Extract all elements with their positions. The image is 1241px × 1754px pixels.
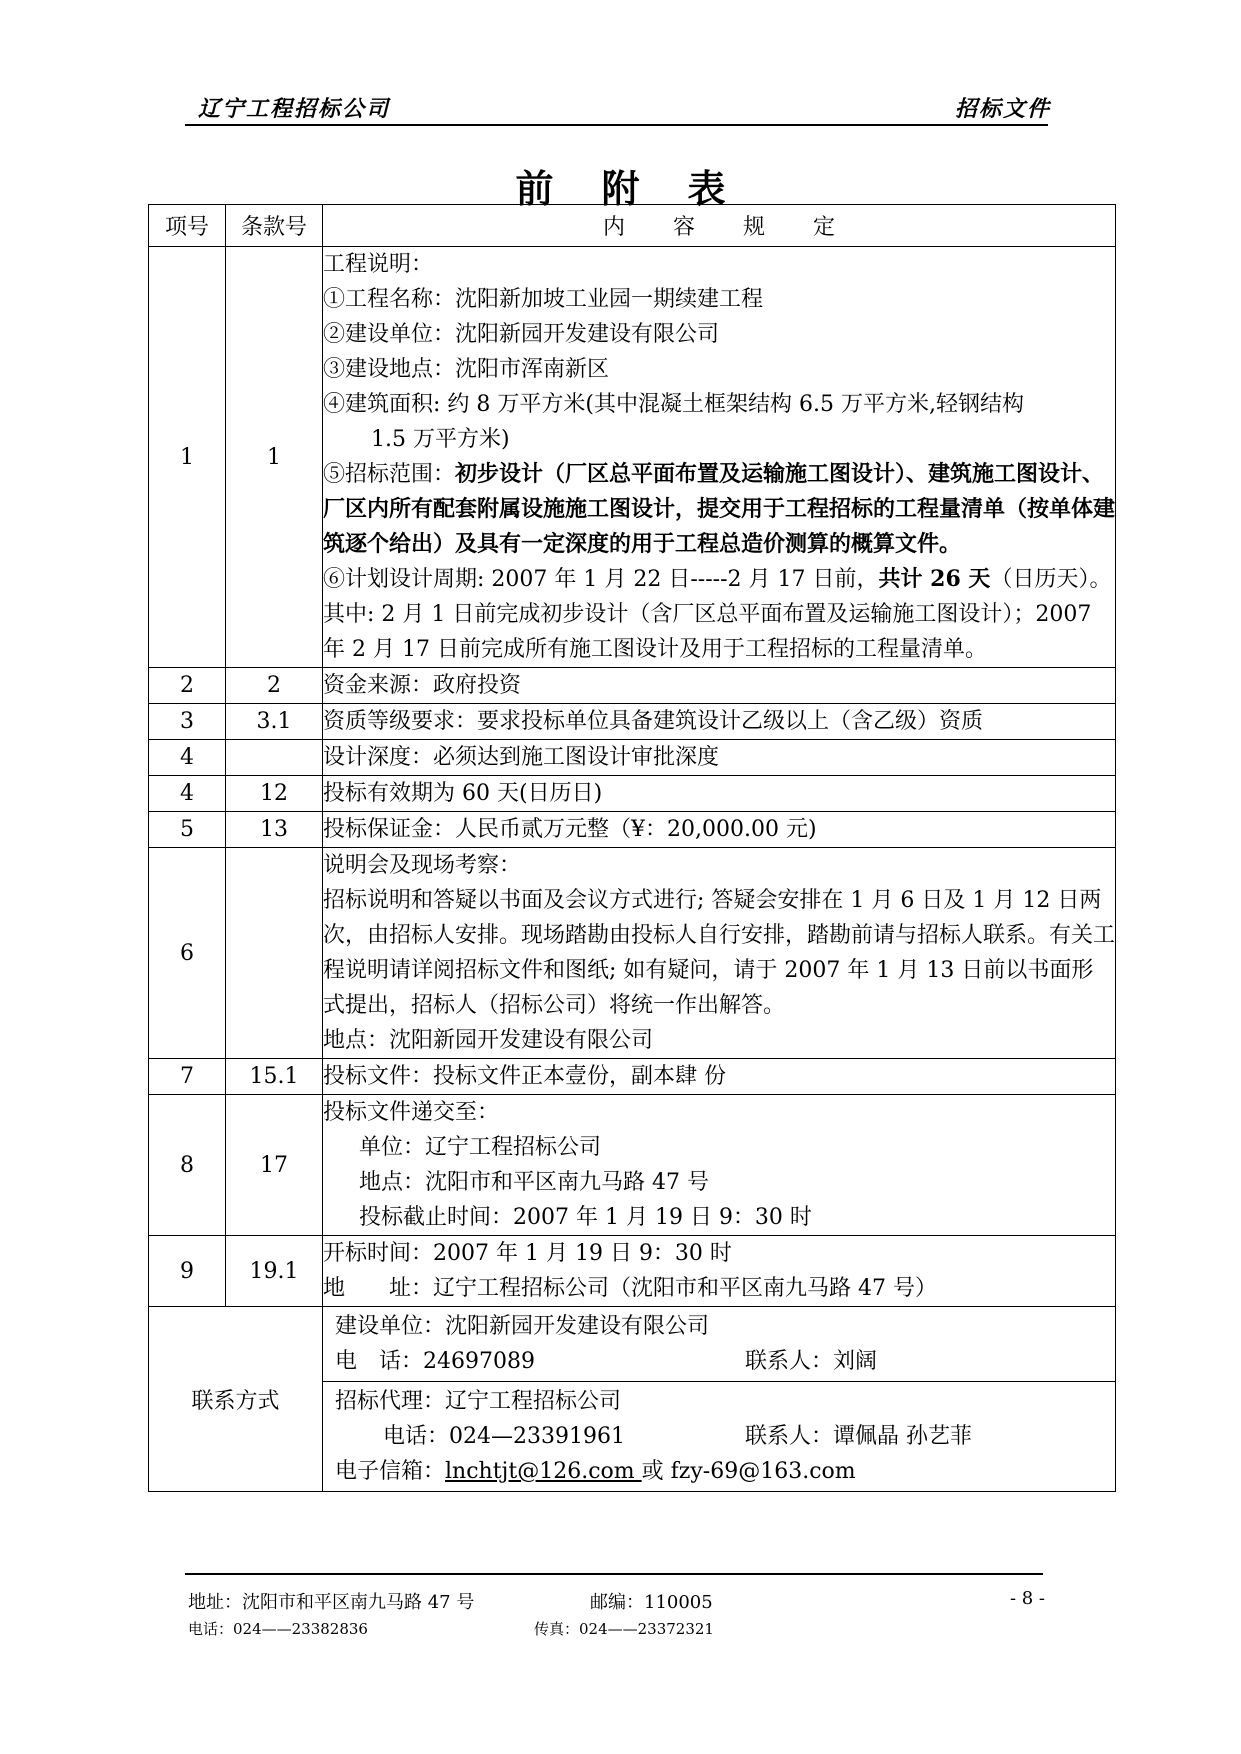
item-no: 8 <box>149 1095 226 1236</box>
table-row <box>149 1236 1116 1307</box>
clause-no <box>226 740 323 776</box>
clause-no: 13 <box>226 812 323 848</box>
owner-contact: 联系人：刘阔 <box>745 1349 878 1374</box>
content-line: 地点：沈阳新园开发建设有限公司 <box>323 1028 654 1053</box>
agent-contact-line <box>335 1419 1105 1454</box>
content-cell <box>323 247 1116 668</box>
clause-no: 19.1 <box>226 1236 323 1307</box>
content-line <box>323 457 1115 562</box>
item-no: 9 <box>149 1236 226 1307</box>
owner-contact-line <box>335 1344 1105 1379</box>
clause-no: 17 <box>226 1095 323 1236</box>
content-line: 单位：辽宁工程招标公司 <box>359 1135 602 1160</box>
page-title: 前附表 <box>515 166 774 211</box>
clause-no: 1 <box>226 247 323 668</box>
attachment-table <box>148 204 1116 1492</box>
email-line <box>335 1454 1105 1489</box>
period-text: ⑥计划设计周期: 2007 年 1 月 22 日-----2 月 17 日前， <box>323 567 879 592</box>
content-cell <box>323 848 1116 1059</box>
content-line: 开标时间：2007 年 1 月 19 日 9：30 时 <box>323 1241 732 1266</box>
content-cell: 设计深度：必须达到施工图设计审批深度 <box>323 740 1116 776</box>
content-line: 投标截止时间：2007 年 1 月 19 日 9：30 时 <box>359 1205 812 1230</box>
table-row <box>149 1059 1116 1095</box>
footer-address: 地址：沈阳市和平区南九马路 47 号 <box>188 1592 475 1613</box>
table-row <box>149 1307 1116 1492</box>
content-line: 招标说明和答疑以书面及会议方式进行; 答疑会安排在 1 月 6 日及 1 月 12 日两次，由招标人安排。现场踏勘由投标人自行安排，踏勘前请与招标人联系。有关工程说明请详阅招标文件和图纸; 如有疑问，请于 2007 年 1 月 13 日前以书面形式提出，招标人（招标公司）将统一作出解答。 <box>323 888 1116 1018</box>
item-no: 4 <box>149 776 226 812</box>
clause-no <box>226 848 323 1059</box>
header-content: 内容规定 <box>323 205 1116 247</box>
content-line: 地 址：辽宁工程招标公司（沈阳市和平区南九马路 47 号） <box>323 1276 937 1301</box>
content-line <box>323 562 1115 667</box>
owner-block <box>323 1307 1115 1382</box>
contact-cell <box>323 1307 1116 1492</box>
footer-postcode: 邮编：110005 <box>590 1592 713 1613</box>
content-line: 说明会及现场考察： <box>323 853 522 878</box>
content-line: ③建设地点：沈阳市浑南新区 <box>323 357 610 382</box>
period-detail: （日历天）。其中: 2 月 1 日前完成初步设计（含厂区总平面布置及运输施工图设计）；2007 年 2 月 17 日前完成所有施工图设计及用于工程招标的工程量清单。 <box>323 567 1112 662</box>
contact-label: 联系方式 <box>149 1307 323 1492</box>
agent-phone: 电话：024—23391961 <box>383 1424 625 1449</box>
email-label: 电子信箱： <box>335 1459 446 1484</box>
table-row <box>149 812 1116 848</box>
table-row <box>149 1095 1116 1236</box>
agent-name: 招标代理：辽宁工程招标公司 <box>335 1389 622 1414</box>
footer-phone: 电话：024——23382836 <box>188 1620 368 1638</box>
content-cell: 投标有效期为 60 天(日历日) <box>323 776 1116 812</box>
item-no: 5 <box>149 812 226 848</box>
header-doc-type: 招标文件 <box>954 96 1051 122</box>
content-cell: 投标文件：投标文件正本壹份，副本肆 份 <box>323 1059 1116 1095</box>
table-header-row <box>149 205 1116 247</box>
scope-label: ⑤招标范围： <box>323 462 456 487</box>
content-line: ①工程名称：沈阳新加坡工业园一期续建工程 <box>323 287 764 312</box>
table-row <box>149 848 1116 1059</box>
clause-no: 15.1 <box>226 1059 323 1095</box>
page-number: - 8 - <box>1009 1588 1045 1609</box>
content-cell <box>323 1236 1116 1307</box>
agent-block <box>323 1382 1115 1491</box>
content-line: 投标文件递交至： <box>323 1100 500 1125</box>
table-row <box>149 740 1116 776</box>
item-no: 3 <box>149 704 226 740</box>
header-company: 辽宁工程招标公司 <box>198 96 391 122</box>
content-cell: 投标保证金：人民币贰万元整（¥：20,000.00 元) <box>323 812 1116 848</box>
content-line: ④建筑面积: 约 8 万平方米(其中混凝土框架结构 6.5 万平方米,轻钢结构 <box>323 392 1024 417</box>
table-row <box>149 668 1116 704</box>
content-cell: 资质等级要求：要求投标单位具备建筑设计乙级以上（含乙级）资质 <box>323 704 1116 740</box>
table-row <box>149 704 1116 740</box>
item-no: 6 <box>149 848 226 1059</box>
clause-no: 2 <box>226 668 323 704</box>
item-no: 2 <box>149 668 226 704</box>
owner-name: 建设单位：沈阳新园开发建设有限公司 <box>335 1314 710 1339</box>
table-row <box>149 776 1116 812</box>
email-or: 或 <box>641 1459 664 1484</box>
content-cell <box>323 1095 1116 1236</box>
scope-text: 初步设计（厂区总平面布置及运输施工图设计）、建筑施工图设计、厂区内所有配套附属设施施工图设计，提交用于工程招标的工程量清单（按单体建筑逐个给出）及具有一定深度的用于工程总造价测算的概算文件。 <box>323 461 1116 557</box>
header-clause-no: 条款号 <box>226 205 323 247</box>
item-no: 4 <box>149 740 226 776</box>
clause-no: 12 <box>226 776 323 812</box>
email-link-1[interactable]: lnchtjt@126.com <box>445 1459 642 1484</box>
header-item-no: 项号 <box>149 205 226 247</box>
content-cell: 资金来源：政府投资 <box>323 668 1116 704</box>
footer-divider <box>185 1573 1043 1575</box>
header-divider <box>185 124 1048 126</box>
agent-contact: 联系人：谭佩晶 孙艺菲 <box>745 1424 972 1449</box>
item-no: 1 <box>149 247 226 668</box>
content-line: 工程说明： <box>323 252 434 277</box>
table-row <box>149 247 1116 668</box>
item-no: 7 <box>149 1059 226 1095</box>
period-total: 共计 26 天 <box>878 566 991 592</box>
clause-no: 3.1 <box>226 704 323 740</box>
owner-phone: 电 话：24697089 <box>335 1349 535 1374</box>
email-link-2[interactable]: fzy-69@163.com <box>663 1459 856 1484</box>
content-line: 1.5 万平方米) <box>371 427 510 452</box>
footer-fax: 传真：024——23372321 <box>534 1620 714 1638</box>
content-line: 地点：沈阳市和平区南九马路 47 号 <box>359 1170 709 1195</box>
content-line: ②建设单位：沈阳新园开发建设有限公司 <box>323 322 720 347</box>
